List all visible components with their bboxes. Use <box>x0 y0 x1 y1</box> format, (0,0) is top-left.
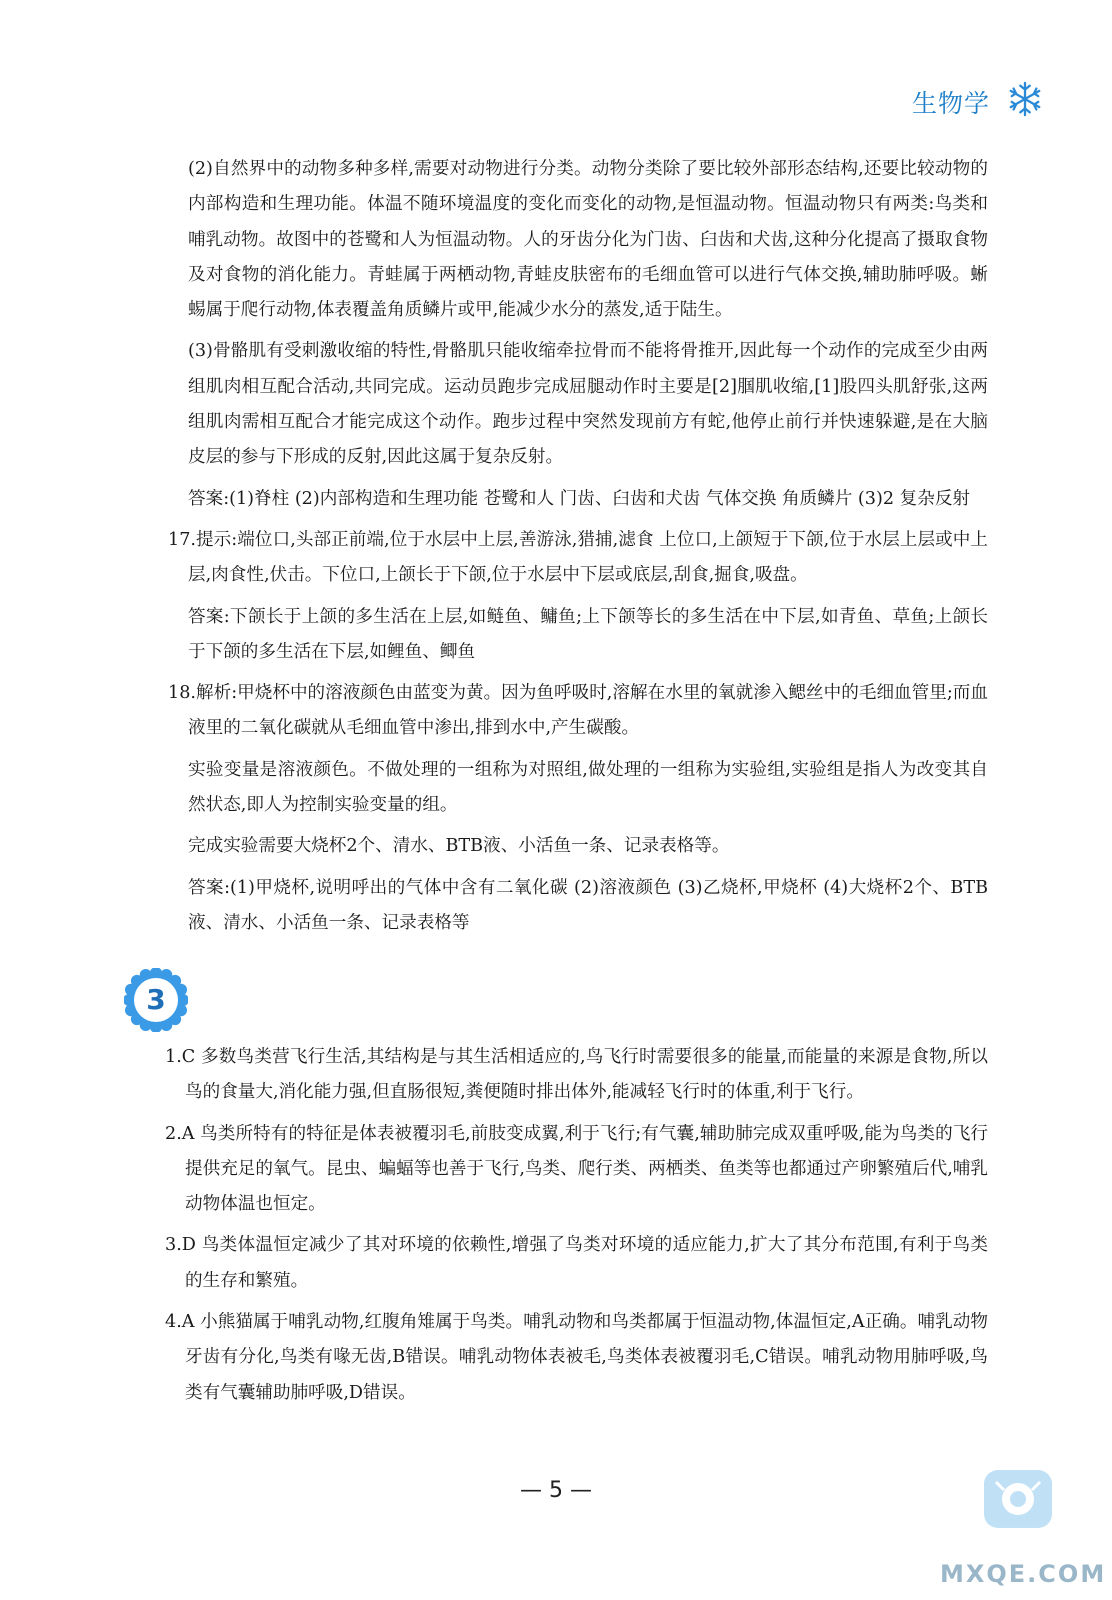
section-number: 3 <box>146 983 166 1016</box>
analysis-18-p2: 实验变量是溶液颜色。不做处理的一组称为对照组,做处理的一组称为实验组,实验组是指人为改变其自然状态,即人为控制实验变量的组。 <box>188 759 988 816</box>
watermark-text: MXQE.COM <box>940 1560 1107 1588</box>
analysis-18: 18.解析:甲烧杯中的溶液颜色由蓝变为黄。因为鱼呼吸时,溶解在水里的氧就渗入鳃丝中的毛细血管里;而血液里的二氧化碳就从毛细血管中渗出,排到水中,产生碳酸。 <box>168 683 988 739</box>
analysis-18-p3: 完成实验需要大烧杯2个、清水、BTB液、小活鱼一条、记录表格等。 <box>188 836 730 857</box>
snowflake-icon <box>1006 80 1044 118</box>
answer-18: 答案:(1)甲烧杯,说明呼出的气体中含有二氧化碳 (2)溶液颜色 (3)乙烧杯,甲烧杯 (4)大烧杯2个、BTB液、清水、小活鱼一条、记录表格等 <box>188 877 988 933</box>
list-item: 3.D 鸟类体温恒定减少了其对环境的依赖性,增强了鸟类对环境的适应能力,扩大了其分布范围,有利于鸟类的生存和繁殖。 <box>165 1235 988 1291</box>
header-subject: 生物学 <box>912 89 991 118</box>
paragraph-3: (3)骨骼肌有受刺激收缩的特性,骨骼肌只能收缩牵拉骨而不能将骨推开,因此每一个动作的完成至少由两组肌肉相互配合活动,共同完成。运动员跑步完成屈腿动作时主要是[2]腘肌收缩,[1]股四头肌舒张,这两组肌肉需相互配合才能完成这个动作。跑步过程中突然发现前方有蛇,他停止前行并快速躲避,是在大脑皮层的参与下形成的反射,因此这属于复杂反射。 <box>188 341 988 468</box>
answer-16: 答案:(1)脊柱 (2)内部构造和生理功能 苍鹭和人 门齿、臼齿和犬齿 气体交换 角质鳞片 (3)2 复杂反射 <box>188 488 971 509</box>
section-badge <box>124 968 188 1032</box>
paragraph-2: (2)自然界中的动物多种多样,需要对动物进行分类。动物分类除了要比较外部形态结构,还要比较动物的内部构造和生理功能。体温不随环境温度的变化而变化的动物,是恒温动物。恒温动物只有两类:鸟类和哺乳动物。故图中的苍鹭和人为恒温动物。人的牙齿分化为门齿、臼齿和犬齿,这种分化提高了摄取食物及对食物的消化能力。青蛙属于两栖动物,青蛙皮肤密布的毛细血管可以进行气体交换,辅助肺呼吸。蜥蜴属于爬行动物,体表覆盖角质鳞片或甲,能减少水分的蒸发,适于陆生。 <box>188 159 988 321</box>
list-item: 1.C 多数鸟类营飞行生活,其结构是与其生活相适应的,鸟飞行时需要很多的能量,而能量的来源是食物,所以鸟的食量大,消化能力强,但直肠很短,粪便随时排出体外,能减轻飞行时的体重,利于飞行。 <box>165 1047 988 1103</box>
answer-section-1 <box>168 152 988 941</box>
list-item: 2.A 鸟类所特有的特征是体表被覆羽毛,前肢变成翼,利于飞行;有气囊,辅助肺完成双重呼吸,能为鸟类的飞行提供充足的氧气。昆虫、蝙蝠等也善于飞行,鸟类、爬行类、两栖类、鱼类等也都通过产卵繁殖后代,哺乳动物体温也恒定。 <box>165 1123 988 1215</box>
page-number: — 5 — <box>520 1478 592 1503</box>
answer-section-3 <box>165 1040 988 1411</box>
list-item: 4.A 小熊猫属于哺乳动物,红腹角雉属于鸟类。哺乳动物和鸟类都属于恒温动物,体温恒定,A正确。哺乳动物牙齿有分化,鸟类有喙无齿,B错误。哺乳动物体表被毛,鸟类体表被覆羽毛,C错误。哺乳动物用肺呼吸,鸟类有气囊辅助肺呼吸,D错误。 <box>165 1312 988 1403</box>
hint-17: 17.提示:端位口,头部正前端,位于水层中上层,善游泳,猎捕,滤食 上位口,上颌短于下颌,位于水层上层或中上层,肉食性,伏击。下位口,上颌长于下颌,位于水层中下层或底层,刮食,掘食,吸盘。 <box>168 529 988 586</box>
answer-17: 答案:下颌长于上颌的多生活在上层,如鲢鱼、鳙鱼;上下颌等长的多生活在中下层,如青鱼、草鱼;上颌长于下颌的多生活在下层,如鲤鱼、鲫鱼 <box>188 606 988 662</box>
